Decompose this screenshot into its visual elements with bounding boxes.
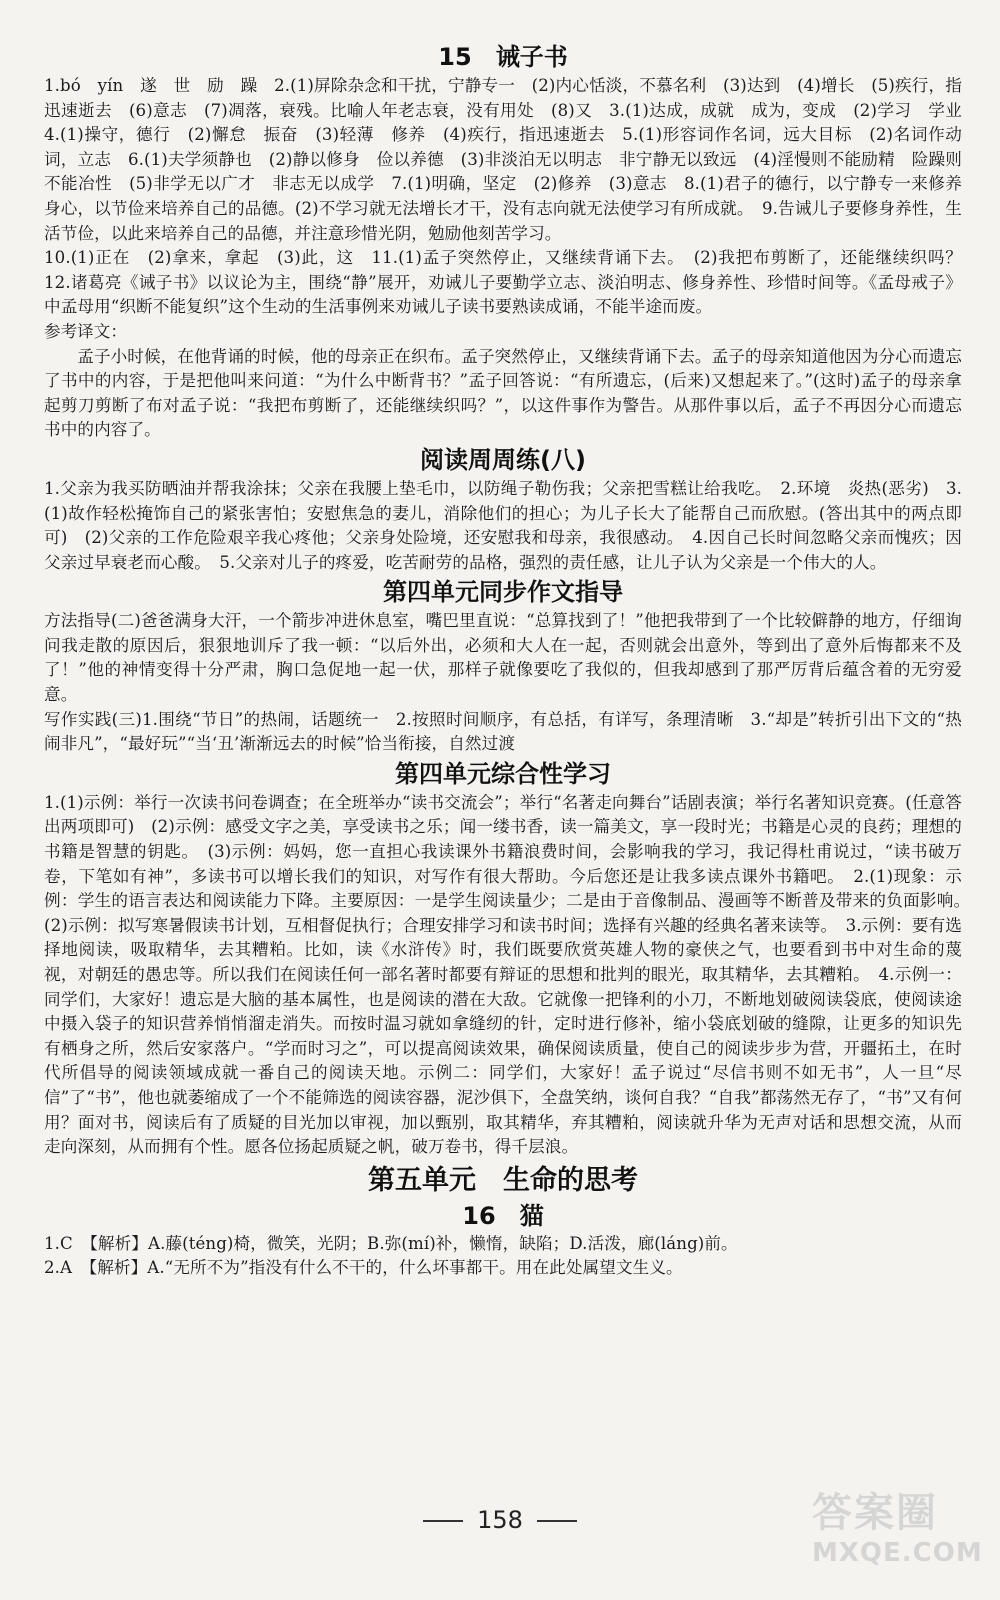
integrated-learning-title: 第四单元综合性学习 [395,759,611,788]
footer-dash-left [423,1520,463,1522]
integrated-learning-answers: 1.(1)示例：举行一次读书问卷调查；在全班举办“读书交流会”；举行“名著走向舞台”话剧表演；举行名著知识竞赛。(任意答出两项即可) (2)示例：感受文字之美，享受读书之乐；闻一缕书香，读一篇美文，享一段时光；书籍是心灵的良药；理想的书籍是智慧的钥匙。 (3)示例：妈妈，您一直担心我读课外书籍浪费时间，会影响我的学习，我记得杜甫说过，“读书破万卷，下笔如有神”，多读书可以增长我们的知识，对写作有很大帮助。今后您还是让我多读点课外书籍吧。 2.(1)现象：示例：学生的语言表达和阅读能力下降。主要原因：一是学生阅读量少；二是由于音像制品、漫画等不断普及带来的负面影响。 (2)示例：拟写寒暑假读书计划，互相督促执行；合理安排学习和读书时间；选择有兴趣的经典名著来读等。 3.示例：要有选择地阅读，吸取精华，去其糟粕。比如，读《水浒传》时，我们既要欣赏英雄人物的豪侠之气，也要看到书中对生命的蔑视，对朝廷的愚忠等。所以我们在阅读任何一部名著时都要有辩证的思想和批判的眼光，取其精华，去其糟粕。 4.示例一：同学们，大家好！遗忘是大脑的基本属性，也是阅读的潜在大敌。它就像一把锋利的小刀，不断地划破阅读袋底，使阅读途中摄入袋子的知识营养悄悄溜走消失。而按时温习就如拿缝纫的针，定时进行修补，缩小袋底划破的缝隙，让更多的知识先有栖身之所，然后安家落户。“学而时习之”，可以提高阅读效果，确保阅读质量，使自己的阅读步步为营，开疆拓土，在时代所倡导的阅读领域成就一番自己的阅读天地。示例二：同学们，大家好！孟子说过“尽信书则不如无书”，人一旦“尽信”了“书”，他也就萎缩成了一个不能筛选的阅读容器，泥沙俱下，全盘笑纳，谈何自我？“自我”都荡然无存了，“书”又有何用？面对书，阅读后有了质疑的目光加以审视，加以甄别，取其精华，弃其糟粕，阅读就升华为无声对话和思想交流，从而走向深刻，从而拥有个性。愿各位扬起质疑之帆，破万卷书，得千层浪。 [44,792,979,1157]
watermark-logo [812,1488,982,1588]
section-integrated-learning [44,757,979,1160]
section-unit5 [44,1162,962,1281]
weekly-reading-answers: 1.父亲为我买防晒油并帮我涂抹；父亲在我腰上垫毛巾，以防绳子勒伤我；父亲把雪糕让给我吃。 2.环境 炎热(恶劣) 3.(1)故作轻松掩饰自己的紧张害怕；安慰焦急的妻儿，消除他们的担心；为儿子长大了能帮自己而欣慰。(答出其中的两点即可) (2)父亲的工作危险艰辛我心疼他；父亲身处险境，还安慰我和母亲，我很感动。 4.因自己长时间忽略父亲而愧疚；因父亲过早衰老而心酸。 5.父亲对儿子的疼爱，吃苦耐劳的品格，强烈的责任感，让儿子认为父亲是一个伟大的人。 [44,478,962,572]
section-lesson15 [44,40,979,443]
lesson15-answers-2: 10.(1)正在 (2)拿来，拿起 (3)此，这 11.(1)孟子突然停止，又继续背诵下去。 (2)我把布剪断了，还能继续织吗？ 12.诸葛亮《诫子书》以议论为主，围绕“静”展开，劝诫儿子要勤学立志、淡泊明志、修身养性、珍惜时间等。《孟母戒子》中孟母用“织断不能复织”这个生动的生活事例来劝诫儿子读书要熟读成诵，不能半途而废。 [44,248,979,317]
translation-label: 参考译文： [44,321,127,341]
page-number: 158 [477,1506,523,1534]
translation-text: 孟子小时候，在他背诵的时候，他的母亲正在织布。孟子突然停止，又继续背诵下去。孟子的母亲知道他因为分心而遗忘了书中的内容，于是把他叫来问道：“为什么中断背书？”孟子回答说：“有所遗忘，(后来)又想起来了。”(这时)孟子的母亲拿起剪刀剪断了布对孟子说：“我把布剪断了，还能继续织吗？”，以这件事作为警告。从那件事以后，孟子不再因分心而遗忘书中的内容了。 [44,346,962,440]
writing-guide-title: 第四单元同步作文指导 [383,578,623,607]
lesson16-answer-1: 1.C 【解析】A.藤(téng)椅，微笑，光阴；B.弥(mí)补，懒惰，缺陷；D.活泼，廊(láng)前。 [44,1233,738,1253]
lesson16-answer-2: 2.A 【解析】A.“无所不为”指没有什么不干的，什么坏事都干。用在此处属望文生义。 [44,1258,683,1278]
section-writing-guide [44,575,962,757]
weekly-reading-title: 阅读周周练(八) [420,445,586,474]
lesson16-title: 16 猫 [462,1201,544,1230]
watermark-text: 答案圈 [812,1490,938,1536]
writing-guide-practice: 写作实践(三)1.围绕“节日”的热闹，话题统一 2.按照时间顺序，有总括，有详写，条理清晰 3.“却是”转折引出下文的“热闹非凡”，“最好玩”“当‘丑’渐渐远去的时候”恰当衔接，自然过渡 [44,709,962,754]
unit5-title: 第五单元 生命的思考 [368,1164,638,1196]
lesson15-title: 15 诫子书 [438,43,568,71]
lesson15-answers-1: 1.bó yín 遂 世 励 躁 2.(1)屏除杂念和干扰，宁静专一 (2)内心恬淡，不慕名利 (3)达到 (4)增长 (5)疾行，指迅速逝去 (6)意志 (7)凋落，衰残。比喻人年老志衰，没有用处 (8)又 3.(1)达成，成就 成为，变成 (2)学习 学业 4.(1)操守，德行 (2)懈怠 振奋 (3)轻薄 修养 (4)疾行，指迅速逝去 5.(1)形容词作名词，远大目标 (2)名词作动词，立志 6.(1)夫学须静也 (2)静以修身 俭以养德 (3)非淡泊无以明志 非宁静无以致远 (4)淫慢则不能励精 险躁则不能冶性 (5)非学无以广才 非志无以成学 7.(1)明确，坚定 (2)修养 (3)意志 8.(1)君子的德行，以宁静专一来修养身心，以节俭来培养自己的品德。(2)不学习就无法增长才干，没有志向就无法使学习有所成就。 9.告诫儿子要修身养性，生活节俭，以此来培养自己的品德，并注意珍惜光阴，勉励他刻苦学习。 [44,76,979,243]
watermark-url: MXQE.COM [812,1538,983,1568]
footer-dash-right [537,1520,577,1522]
section-weekly-reading [44,443,962,575]
writing-guide-method: 方法指导(二)爸爸满身大汗，一个箭步冲进休息室，嘴巴里直说：“总算找到了！”他把我带到了一个比较僻静的地方，仔细询问我走散的原因后，狠狠地训斥了我一顿：“以后外出，必须和大人在一起，否则就会出意外，等到出了意外后悔都来不及了！”他的神情变得十分严肃，胸口急促地一起一伏，那样子就像要吃了我似的，但我却感到了那严厉背后蕴含着的无穷爱意。 [44,611,962,705]
